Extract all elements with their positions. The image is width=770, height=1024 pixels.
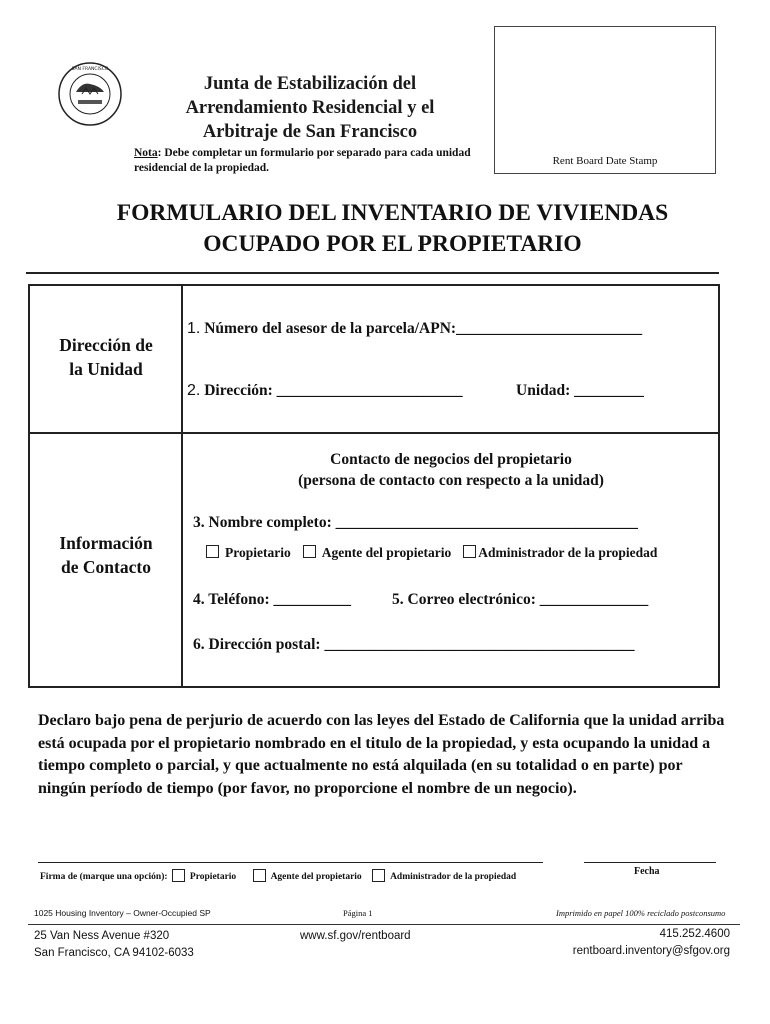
agent-option-label: Agente del propietario xyxy=(321,545,452,560)
contact-details xyxy=(573,926,730,960)
sig-owner-label: Propietario xyxy=(189,872,237,882)
contact-email[interactable]: rentboard.inventory@sfgov.org xyxy=(572,945,730,957)
mailing-address-field[interactable]: 6. Dirección postal: ________________________________________ xyxy=(193,636,635,653)
title-divider xyxy=(26,272,719,274)
manager-option[interactable] xyxy=(463,545,657,561)
agent-checkbox[interactable] xyxy=(303,545,316,558)
email-field[interactable]: 5. Correo electrónico: ______________ xyxy=(392,591,649,608)
sig-owner-checkbox[interactable] xyxy=(172,869,185,882)
sig-agent-checkbox[interactable] xyxy=(253,869,266,882)
table-row-divider xyxy=(28,432,720,434)
owner-option[interactable] xyxy=(206,545,291,561)
contact-heading xyxy=(184,449,718,491)
signature-line[interactable] xyxy=(38,862,543,863)
date-label: Fecha xyxy=(634,866,660,877)
perjury-declaration: Declaro bajo pena de perjurio de acuerdo con las leyes del Estado de California que la unidad arriba está ocupada por el propietario nombrado en el titulo de la propiedad, y esta ocupando la unidad a tiempo completo o parcial, y que actualmente no está alquilada (en su totalidad o en parte) por ningún período de tiempo (por favor, no proporcione el nombre de un negocio). xyxy=(38,712,725,797)
address-line-1: 25 Van Ness Avenue #320 xyxy=(34,930,170,942)
contact-heading-line-2: (persona de contacto con respecto a la unidad) xyxy=(298,472,604,489)
note-text: : Debe completar un formulario por separado para cada unidad residencial de la propiedad. xyxy=(134,147,471,174)
address-field-label: Dirección: ________________________ xyxy=(204,382,463,399)
apn-field[interactable] xyxy=(187,320,642,338)
sig-agent-label: Agente del propietario xyxy=(270,872,362,882)
apn-field-number: 1. xyxy=(187,320,201,337)
full-name-field[interactable]: 3. Nombre completo: _______________________________________ xyxy=(193,514,638,531)
footer-divider xyxy=(28,924,740,925)
agent-option[interactable] xyxy=(303,545,451,561)
table-column-divider xyxy=(181,284,183,688)
contact-label-line-2: de Contacto xyxy=(61,557,151,577)
address-field-number: 2. xyxy=(187,382,201,399)
agency-line-2: Arrendamiento Residencial y el xyxy=(185,98,435,118)
office-address xyxy=(34,928,194,962)
apn-field-label: Número del asesor de la parcela/APN:________________________ xyxy=(204,320,643,337)
date-stamp-label: Rent Board Date Stamp xyxy=(552,155,658,167)
contact-label-line-1: Información xyxy=(59,533,153,553)
signature-role-row xyxy=(40,869,516,882)
phone-field[interactable]: 4. Teléfono: __________ xyxy=(193,591,352,608)
address-line-2: San Francisco, CA 94102-6033 xyxy=(34,947,194,959)
website-link[interactable]: www.sf.gov/rentboard xyxy=(300,930,411,942)
page-number: Página 1 xyxy=(343,908,373,918)
sig-manager-checkbox[interactable] xyxy=(372,869,385,882)
owner-option-label: Propietario xyxy=(225,545,291,560)
unit-address-label-line-1: Dirección de xyxy=(59,335,153,355)
svg-text:SAN FRANCISCO: SAN FRANCISCO xyxy=(71,67,109,72)
contact-heading-line-1: Contacto de negocios del propietario xyxy=(330,451,572,468)
unit-address-section-label xyxy=(31,333,181,381)
date-line[interactable] xyxy=(584,862,716,863)
signature-label: Firma de (marque una opción): xyxy=(40,872,168,882)
address-field[interactable] xyxy=(187,382,463,400)
note-label: Nota xyxy=(134,147,158,159)
form-title-line-2: OCUPADO POR EL PROPIETARIO xyxy=(203,231,582,257)
form-title-line-1: FORMULARIO DEL INVENTARIO DE VIVIENDAS xyxy=(116,200,669,226)
unit-number-field[interactable]: Unidad: _________ xyxy=(516,382,644,399)
sig-manager-label: Administrador de la propiedad xyxy=(390,872,517,882)
manager-checkbox[interactable] xyxy=(463,545,476,558)
contact-section-label xyxy=(31,531,181,579)
contact-role-options xyxy=(206,545,657,561)
unit-address-label-line-2: la Unidad xyxy=(69,359,143,379)
agency-name xyxy=(150,72,470,144)
agency-line-1: Junta de Estabilización del xyxy=(203,74,417,94)
form-title xyxy=(40,198,745,260)
manager-option-label: Administrador de la propiedad xyxy=(478,545,658,560)
city-seal-logo xyxy=(58,62,122,126)
form-id: 1025 Housing Inventory – Owner-Occupied SP xyxy=(34,908,211,918)
separate-form-note xyxy=(134,146,474,176)
owner-checkbox[interactable] xyxy=(206,545,219,558)
agency-line-3: Arbitraje de San Francisco xyxy=(202,122,418,142)
date-stamp-box xyxy=(494,26,716,174)
phone-number: 415.252.4600 xyxy=(659,928,730,940)
recycled-paper-note: Imprimido en papel 100% reciclado postconsumo xyxy=(556,908,726,918)
